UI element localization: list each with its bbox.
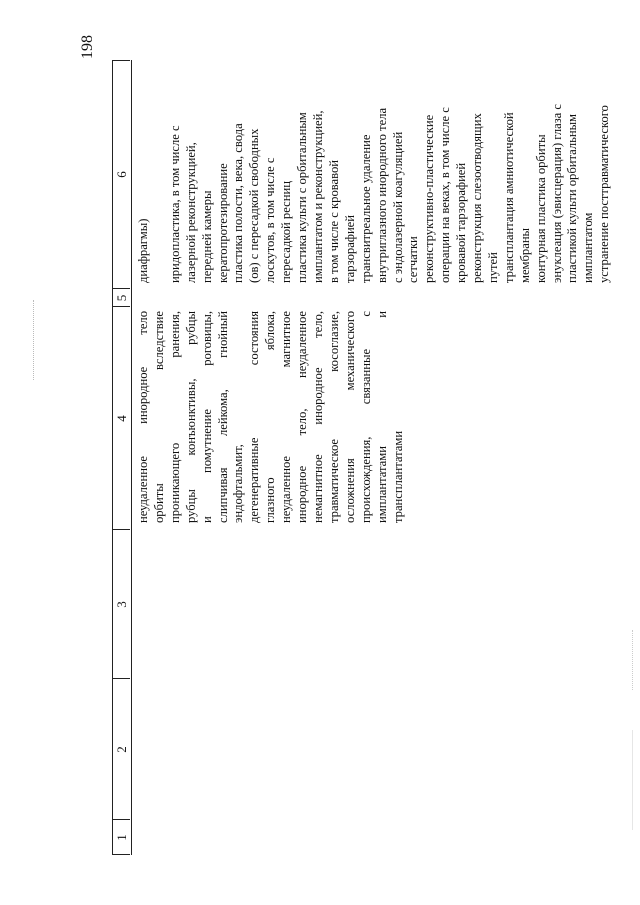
column-divider: [112, 306, 130, 307]
cell-line: неудаленное инородное тело: [136, 311, 150, 523]
header-col-5: 5: [114, 294, 129, 302]
column-divider: [112, 288, 130, 289]
column-divider: [112, 819, 130, 820]
cell-line: операции на веках, в том числе с: [438, 107, 453, 283]
scan-artifact: [632, 730, 634, 830]
cell-line: осложнения механического: [342, 311, 357, 523]
cell-line: слипчивая лейкома, гнойный: [215, 311, 230, 523]
column-divider: [112, 854, 130, 855]
cell-line: неудаленное магнитное: [279, 311, 294, 523]
cell-line: (ов) с пересадкой свободных: [247, 128, 262, 283]
cell-line: контурная пластика орбиты: [533, 134, 548, 283]
cell-line: внутриглазного инородного тела: [374, 107, 389, 283]
cell-line: [152, 61, 168, 283]
cell-line: немагнитное инородное тело,: [310, 311, 325, 523]
cell-line: передней камеры: [199, 190, 214, 283]
column-divider: [112, 678, 130, 679]
cell-line: лазерной реконструкцией,: [183, 142, 198, 283]
table-cell-col-4: [136, 311, 406, 523]
cell-line: рубцы конъюнктивы, рубцы: [183, 311, 198, 523]
cell-line: имплантатом: [581, 212, 596, 283]
cell-line: трансвитреальное удаление: [358, 134, 373, 283]
cell-line: имплантатом и реконструкцией,: [310, 110, 325, 283]
header-col-1: 1: [114, 834, 129, 841]
cell-line: трансплантация амниотической: [501, 112, 516, 283]
header-col-3: 3: [114, 601, 129, 608]
header-col-4: 4: [114, 415, 129, 422]
cell-line: происхождения, связанные с: [358, 311, 373, 523]
page-number: 198: [79, 35, 96, 59]
cell-line: путей: [485, 252, 500, 283]
cell-line: пластика культи с орбитальным: [295, 112, 310, 283]
cell-line: эндофтальмит,: [231, 444, 246, 523]
rotated-table: [112, 60, 612, 855]
cell-line: и помутнение роговицы,: [199, 311, 214, 523]
cell-line: орбиты вследствие: [151, 311, 166, 523]
cell-line: устранение посттравматического: [597, 105, 612, 283]
cell-line: пересадкой ресниц: [279, 181, 294, 283]
cell-line: сетчатки: [406, 236, 421, 283]
cell-line: глазного яблока,: [263, 311, 278, 523]
header-col-6: 6: [114, 171, 129, 178]
cell-line: проникающего ранения,: [167, 311, 182, 523]
cell-line: мембраны: [517, 227, 532, 283]
cell-line: кератопротезирование: [215, 163, 230, 283]
cell-line: трансплантатами: [390, 430, 405, 523]
cell-line: дегенеративные состояния: [247, 311, 262, 523]
cell-line: реконструктивно-пластические: [422, 114, 437, 283]
scan-artifact: [632, 630, 634, 690]
table-header-row: [112, 60, 132, 855]
cell-line: лоскутов, в том числе с: [263, 157, 278, 283]
cell-line: пластика полости, века, свода: [231, 123, 246, 283]
cell-line: кровавой тарзорафией: [454, 162, 469, 283]
cell-line: тарзорафией: [342, 214, 357, 283]
cell-line: энуклеация (эвисцерация) глаза с: [549, 103, 564, 283]
cell-line: реконструкция слезоотводящих: [470, 113, 485, 283]
column-divider: [112, 60, 130, 61]
scan-artifact: [33, 300, 35, 380]
cell-line: имплантатами и: [374, 311, 389, 523]
cell-line: инородное тело, неудаленное: [295, 311, 310, 523]
cell-line: иридопластика, в том числе с: [167, 125, 182, 283]
cell-line: травматическое косоглазие,: [326, 311, 341, 523]
cell-line: в том числе с кровавой: [326, 159, 341, 283]
header-col-2: 2: [114, 746, 129, 753]
table-cell-col-6: [136, 61, 613, 283]
column-divider: [112, 529, 130, 530]
cell-line: пластикой культи орбитальным: [565, 113, 580, 283]
cell-line: диафрагмы): [136, 218, 150, 283]
cell-line: с эндолазерной коагуляцией: [390, 131, 405, 283]
